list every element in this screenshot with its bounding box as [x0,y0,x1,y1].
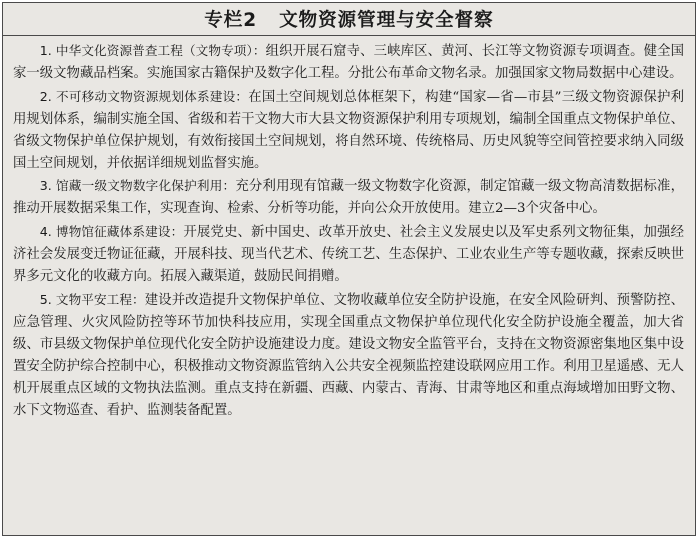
item-4 [13,221,684,288]
item-4-body: 开展党史、新中国史、改革开放史、社会主义发展史以及军史系列文物征集，加强经济社会发展变迁物证征藏，开展科技、现当代艺术、传统工艺、生态保护、工业农业生产等专题收藏，探索反映世界多元文化的收藏方向。拓展入藏渠道，鼓励民间捐赠。 [13,225,684,285]
item-2-lead: 2. 不可移动文物资源规划体系建设： [39,88,249,104]
item-5-body: 建设并改造提升文物保护单位、文物收藏单位安全防护设施，在安全风险研判、预警防控、应急管理、火灾风险防控等环节加快科技应用，实现全国重点文物保护单位现代化安全防护设施全覆盖，加大省级、市县级文物保护单位现代化安全防护设施建设力度。建设文物安全监管平台，支持在文物资源密集地区集中设置安全防护综合控制中心，积极推动文物资源监管纳入公共安全视频监控建设联网应用工作。利用卫星遥感、无人机开展重点区域的文物执法监测。重点支持在新疆、西藏、内蒙古、青海、甘肃等地区和重点海域增加田野文物、水下文物巡查、看护、监测装备配置。 [13,292,684,418]
column-number: 专栏2 [204,10,258,31]
item-3-body: 充分利用现有馆藏一级文物数字化资源，制定馆藏一级文物高清数据标准，推动开展数据采集工作，实现查询、检索、分析等功能，并向公众开放使用。建立2—3个灾备中心。 [13,179,684,217]
item-3 [13,175,684,220]
item-5 [13,289,684,421]
item-3-lead: 3. 馆藏一级文物数字化保护利用： [39,178,236,194]
item-2 [13,86,684,175]
item-1-lead: 1. 中华文化资源普查工程（文物专项）： [39,43,266,58]
item-1 [13,40,684,85]
column-content [3,36,695,421]
column-box [2,2,696,536]
item-1-body: 组织开展石窟寺、三峡库区、黄河、长江等文物资源专项调查。健全国家一级文物藏品档案。实施国家古籍保护及数字化工程。分批公布革命文物名录。加强国家文物局数据中心建设。 [13,44,684,81]
item-4-lead: 4. 博物馆征藏体系建设： [39,224,184,240]
item-5-lead: 5. 文物平安工程： [39,291,145,307]
column-title [3,3,695,36]
column-heading: 文物资源管理与安全督察 [279,10,494,31]
item-2-body: 在国土空间规划总体框架下，构建“国家—省—市县”三级文物资源保护利用规划体系，编制实施全国、省级和若干文物大市大县文物资源保护利用专项规划，编制全国重点文物保护单位、省级文物保护单位保护规划，有效衔接国土空间规划，将自然环境、传统格局、历史风貌等空间管控要求纳入同级国土空间规划，并依据详细规划监督实施。 [13,89,684,171]
